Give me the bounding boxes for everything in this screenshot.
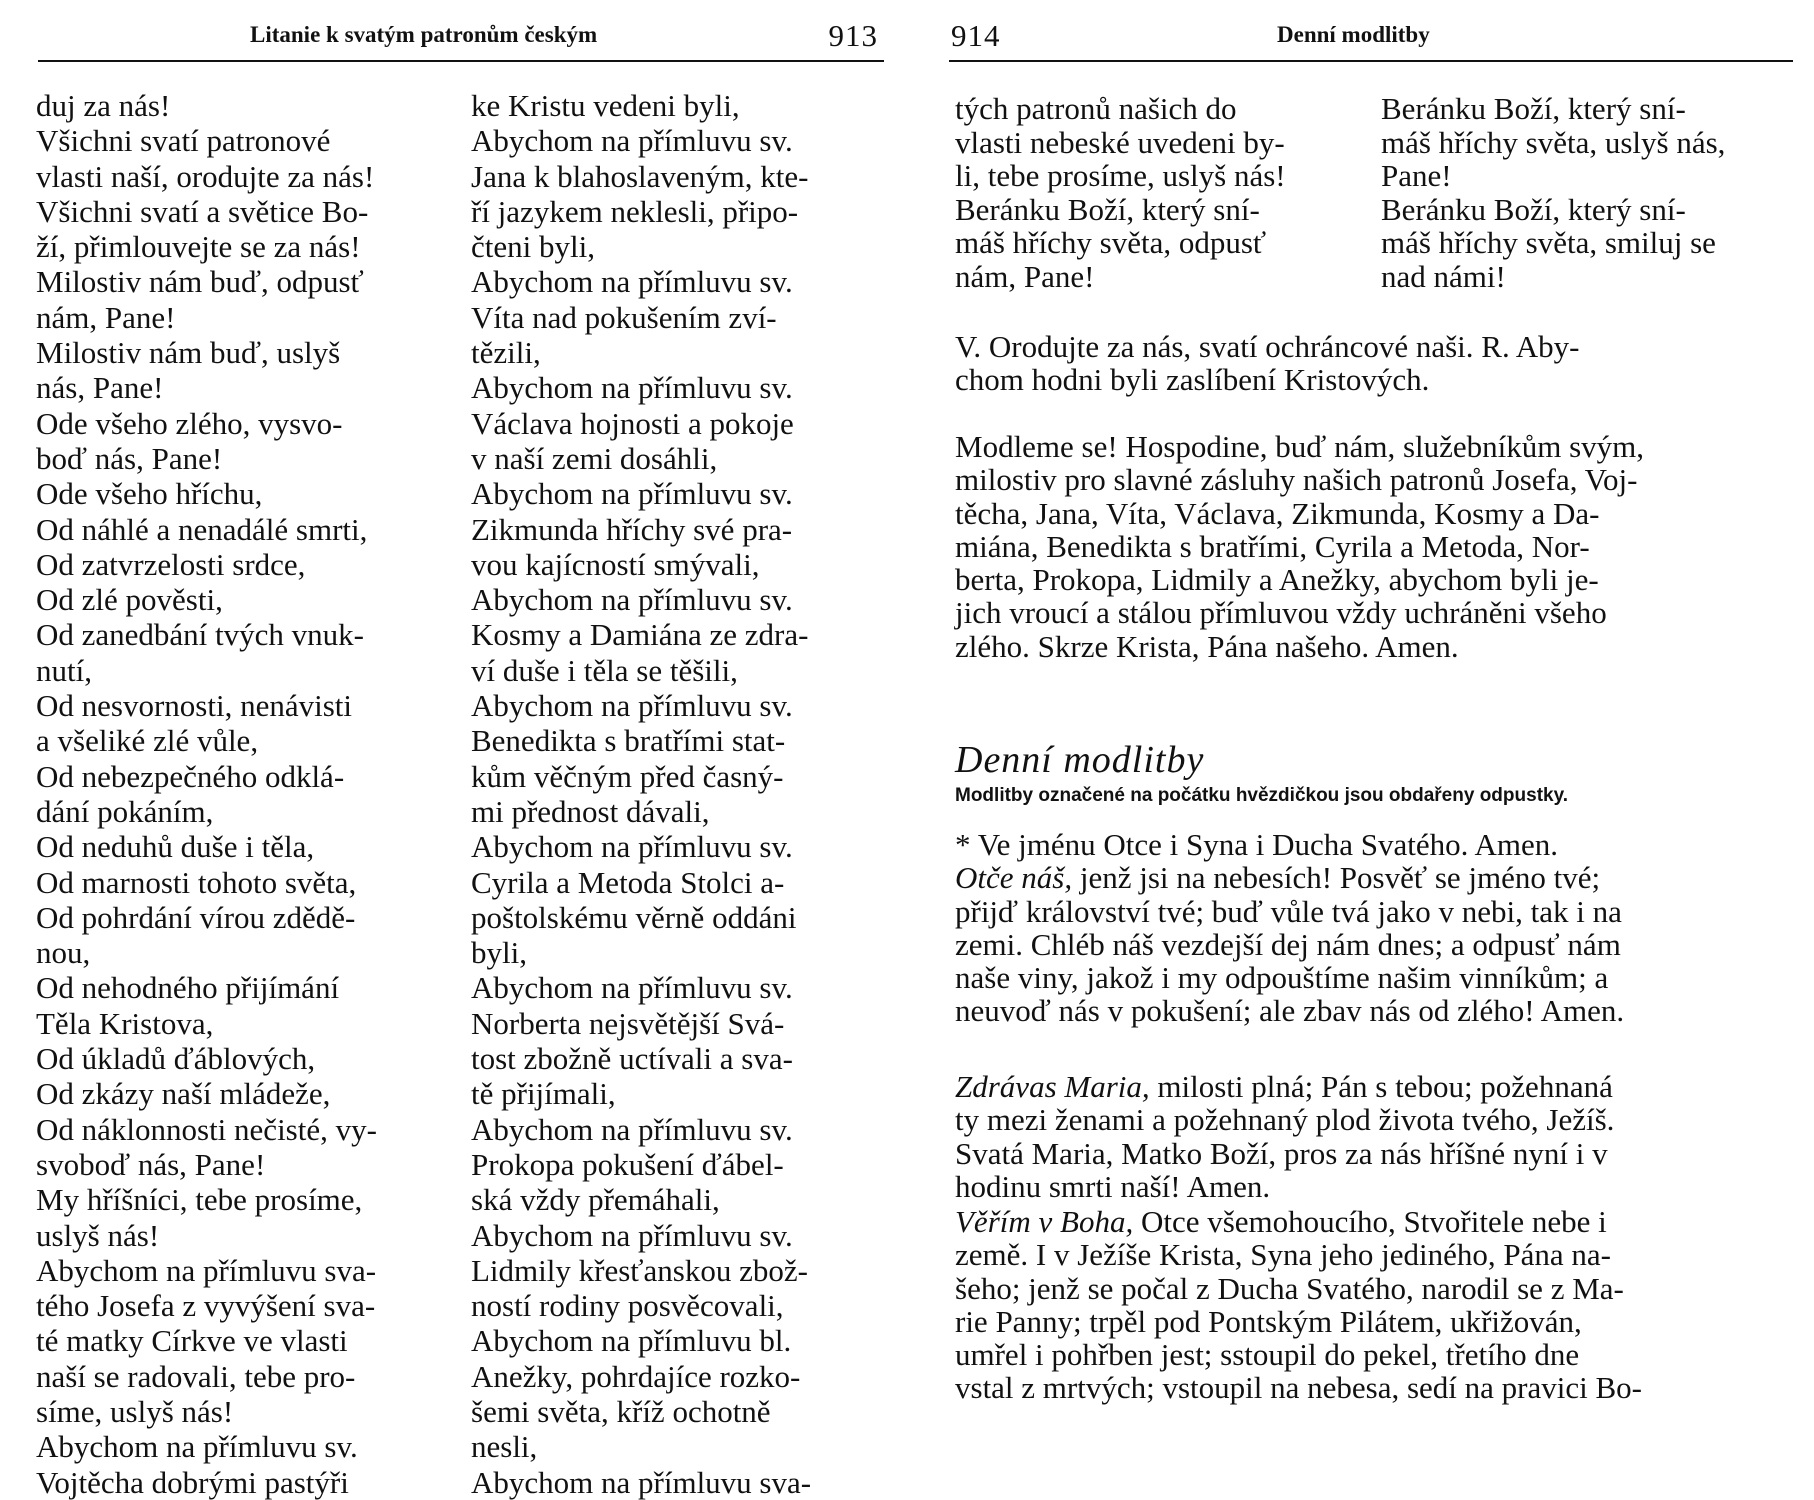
creed-paragraph — [955, 1205, 1785, 1405]
text-line: mi přednost dávali, — [471, 793, 710, 829]
text-line: Všichni svatí patronové — [36, 123, 331, 159]
text-line: ská vždy přemáhali, — [471, 1182, 720, 1218]
text-line: a všeliké zlé vůle, — [36, 723, 259, 759]
text-line: My hříšníci, tebe prosíme, — [36, 1182, 363, 1218]
text-line: Benedikta s bratřími stat- — [471, 723, 786, 759]
text-line: umřel i pohřben jest; sstoupil do pekel, třetího dne — [955, 1337, 1580, 1373]
text-line: naše viny, jakož i my odpouštíme našim vinníkům; a — [955, 960, 1609, 996]
text-line: máš hříchy světa, odpusť — [955, 225, 1267, 260]
text-line: Cyrila a Metoda Stolci a- — [471, 864, 785, 900]
text-line: Pane! — [1381, 158, 1452, 193]
text-line: máš hříchy světa, uslyš nás, — [1381, 124, 1726, 160]
text-line: jich vroucí a stálou přímluvou vždy uchráněni všeho — [955, 595, 1607, 631]
text-line: ví duše i těla se těšili, — [471, 652, 738, 688]
text-line: Lidmily křesťanskou zbož- — [471, 1252, 808, 1288]
text-line: Kosmy a Damiána ze zdra- — [471, 617, 809, 653]
text-line: Jana k blahoslaveným, kte- — [471, 158, 809, 194]
text-line: Václava hojnosti a pokoje — [471, 405, 794, 441]
text-line: milostiv pro slavné zásluhy našich patronů Josefa, Voj- — [955, 462, 1638, 498]
text-line: jenž jsi na nebesích! Posvěť se jméno tvé; — [1072, 860, 1601, 896]
text-line: těcha, Jana, Víta, Václava, Zikmunda, Kosmy a Da- — [955, 495, 1600, 531]
text-line: Od úkladů ďáblových, — [36, 1041, 316, 1077]
our-father-title: Otče náš, — [955, 860, 1073, 896]
text-line: Prokopa pokušení ďábel- — [471, 1146, 784, 1182]
right-page-header — [949, 18, 1793, 62]
text-line: ty mezi ženami a požehnaný plod života tvého, Ježíš. — [955, 1102, 1615, 1138]
left-column-2 — [471, 88, 891, 1500]
our-father-paragraph — [955, 828, 1785, 1028]
text-line: Abychom na přímluvu sva- — [471, 1464, 812, 1500]
text-line: dání pokáním, — [36, 793, 214, 829]
text-line: té matky Církve ve vlasti — [36, 1323, 348, 1359]
text-line: zlého. Skrze Krista, Pána našeho. Amen. — [955, 628, 1459, 664]
text-line: ří jazykem neklesli, připo- — [471, 193, 799, 229]
text-line: nesli, — [471, 1429, 538, 1465]
left-page-number: 913 — [828, 18, 878, 53]
text-line: Od marnosti tohoto světa, — [36, 864, 357, 900]
text-line: v naší zemi dosáhli, — [471, 440, 718, 476]
text-line: máš hříchy světa, smiluj se — [1381, 225, 1716, 260]
text-line: Od zanedbání tvých vnuk- — [36, 617, 364, 653]
text-line: V. Orodujte za nás, svatí ochráncové naši. R. Aby- — [955, 329, 1580, 364]
text-line: Abychom na přímluvu sv. — [471, 970, 793, 1006]
text-line: milosti plná; Pán s tebou; požehnaná — [1149, 1069, 1613, 1104]
text-line: ností rodiny posvěcovali, — [471, 1288, 784, 1324]
text-line: Abychom na přímluvu bl. — [471, 1323, 792, 1359]
text-line: přijď království tvé; buď vůle tvá jako v nebi, tak i na — [955, 893, 1622, 929]
text-line: boď nás, Pane! — [36, 440, 223, 476]
text-line: hodinu smrti naší! Amen. — [955, 1168, 1271, 1204]
text-line: nou, — [36, 935, 91, 971]
left-page-header — [38, 18, 884, 62]
text-line: svoboď nás, Pane! — [36, 1146, 266, 1182]
hail-mary-paragraph — [955, 1070, 1785, 1203]
section-heading: Denní modlitby — [955, 739, 1205, 781]
text-line: Od náklonnosti nečisté, vy- — [36, 1111, 377, 1147]
left-running-title: Litanie k svatým patronům českým — [250, 22, 598, 47]
text-line: tých patronů našich do — [955, 91, 1237, 126]
text-line: miána, Benedikta s bratřími, Cyrila a Metoda, Nor- — [955, 528, 1590, 564]
text-line: Od zkázy naší mládeže, — [36, 1076, 331, 1112]
right-page — [907, 0, 1814, 1500]
text-line: Svatá Maria, Matko Boží, pros za nás hříšné nyní i v — [955, 1135, 1608, 1171]
text-line: čteni byli, — [471, 229, 595, 265]
text-line: Ode všeho zlého, vysvo- — [36, 405, 343, 441]
text-line: uslyš nás! — [36, 1217, 160, 1253]
text-line: Ode všeho hříchu, — [36, 476, 263, 512]
text-line: Norberta nejsvětější Svá- — [471, 1005, 785, 1041]
text-line: nutí, — [36, 652, 92, 688]
text-line: Beránku Boží, který sní- — [955, 191, 1260, 227]
text-line: Milostiv nám buď, uslyš — [36, 335, 341, 371]
text-line: tost zbožně uctívali a sva- — [471, 1041, 793, 1077]
text-line: Od pohrdání vírou zdědě- — [36, 899, 356, 935]
text-line: Milostiv nám buď, odpusť — [36, 264, 364, 300]
text-line: vlasti naší, orodujte za nás! — [36, 158, 375, 194]
text-line: země. I v Ježíše Krista, Syna jeho jediného, Pána na- — [955, 1237, 1611, 1273]
creed-title: Věřím v Boha, — [955, 1204, 1134, 1239]
text-line: duj za nás! — [36, 88, 171, 123]
text-line: šemi světa, kříž ochotně — [471, 1393, 771, 1429]
section-note: Modlitby označené na počátku hvězdičkou jsou obdařeny odpustky. — [955, 785, 1569, 806]
text-line: nad námi! — [1381, 258, 1506, 294]
text-line: Abychom na přímluvu sv. — [471, 476, 793, 512]
text-line: poštolskému věrně oddáni — [471, 899, 797, 935]
text-line: tě přijímali, — [471, 1076, 616, 1112]
litany-end-column-2 — [1381, 92, 1801, 293]
text-line: naší se radovali, tebe pro- — [36, 1358, 356, 1394]
text-line: Od zatvrzelosti srdce, — [36, 546, 306, 582]
text-line: vou kajícností smývali, — [471, 546, 760, 582]
sign-of-cross-line: * Ve jménu Otce i Syna i Ducha Svatého. Amen. — [955, 827, 1558, 862]
text-line: rie Panny; trpěl pod Pontským Pilátem, ukřižován, — [955, 1303, 1582, 1339]
text-line: Abychom na přímluvu sv. — [471, 264, 793, 300]
text-line: byli, — [471, 935, 527, 971]
text-line: Abychom na přímluvu sv. — [471, 582, 793, 618]
text-line: vlasti nebeské uvedeni by- — [955, 124, 1285, 160]
creed-first-line — [955, 1205, 1785, 1238]
text-line: Od nehodného přijímání — [36, 970, 340, 1006]
text-line: Těla Kristova, — [36, 1005, 214, 1041]
text-line: Vojtěcha dobrými pastýři — [36, 1464, 349, 1500]
text-line: li, tebe prosíme, uslyš nás! — [955, 158, 1286, 193]
text-line: ke Kristu vedeni byli, — [471, 88, 740, 123]
text-line: nám, Pane! — [36, 299, 176, 335]
text-line: nám, Pane! — [955, 258, 1095, 294]
text-line: vstal z mrtvých; vstoupil na nebesa, sedí na pravici Bo- — [955, 1370, 1642, 1406]
text-line: Abychom na přímluvu sv. — [471, 370, 793, 406]
text-line: Abychom na přímluvu sv. — [471, 1217, 793, 1253]
text-line: Víta nad pokušením zví- — [471, 299, 777, 335]
text-line: kům věčným před časný- — [471, 758, 784, 794]
right-page-number: 914 — [951, 18, 1001, 53]
text-line: tého Josefa z vyvýšení sva- — [36, 1288, 376, 1324]
text-line: Od náhlé a nenadálé smrti, — [36, 511, 368, 547]
litany-end-column-1 — [955, 92, 1375, 293]
text-line: Abychom na přímluvu sv. — [471, 123, 793, 159]
text-line: neuvoď nás v pokušení; ale zbav nás od zlého! Amen. — [955, 993, 1625, 1029]
text-line: síme, uslyš nás! — [36, 1393, 234, 1429]
text-line: chom hodni byli zaslíbení Kristových. — [955, 362, 1430, 398]
our-father-first-line — [955, 861, 1785, 894]
text-line: Zikmunda hříchy své pra- — [471, 511, 793, 547]
text-line: Beránku Boží, který sní- — [1381, 91, 1686, 126]
text-line: šeho; jenž se počal z Ducha Svatého, narodil se z Ma- — [955, 1270, 1624, 1306]
versicle-paragraph — [955, 330, 1785, 397]
text-line: berta, Prokopa, Lidmily a Anežky, abychom byli je- — [955, 562, 1599, 598]
text-line: Beránku Boží, který sní- — [1381, 191, 1686, 227]
right-running-title: Denní modlitby — [1277, 22, 1430, 47]
left-column-1 — [36, 88, 456, 1500]
closing-prayer-paragraph — [955, 430, 1785, 663]
text-line: Od zlé pověsti, — [36, 582, 223, 618]
text-line: Od nebezpečného odklá- — [36, 758, 345, 794]
text-line: Od neduhů duše i těla, — [36, 829, 315, 865]
text-line: Abychom na přímluvu sv. — [471, 829, 793, 865]
text-line: Modleme se! Hospodine, buď nám, služebníkům svým, — [955, 429, 1645, 464]
text-line: ží, přimlouvejte se za nás! — [36, 229, 361, 265]
hail-mary-first-line — [955, 1070, 1785, 1103]
text-line: Otce všemohoucího, Stvořitele nebe i — [1133, 1204, 1607, 1239]
text-line: nás, Pane! — [36, 370, 164, 406]
text-line: tězili, — [471, 335, 541, 371]
hail-mary-title: Zdrávas Maria, — [955, 1069, 1150, 1104]
text-line: Od nesvornosti, nenávisti — [36, 688, 352, 724]
text-line: zemi. Chléb náš vezdejší dej nám dnes; a odpusť nám — [955, 926, 1621, 962]
text-line: Abychom na přímluvu sv. — [36, 1429, 358, 1465]
text-line: Anežky, pohrdajíce rozko- — [471, 1358, 801, 1394]
text-line: Abychom na přímluvu sv. — [471, 688, 793, 724]
text-line: Všichni svatí a světice Bo- — [36, 193, 369, 229]
text-line: Abychom na přímluvu sva- — [36, 1252, 377, 1288]
text-line: Abychom na přímluvu sv. — [471, 1111, 793, 1147]
